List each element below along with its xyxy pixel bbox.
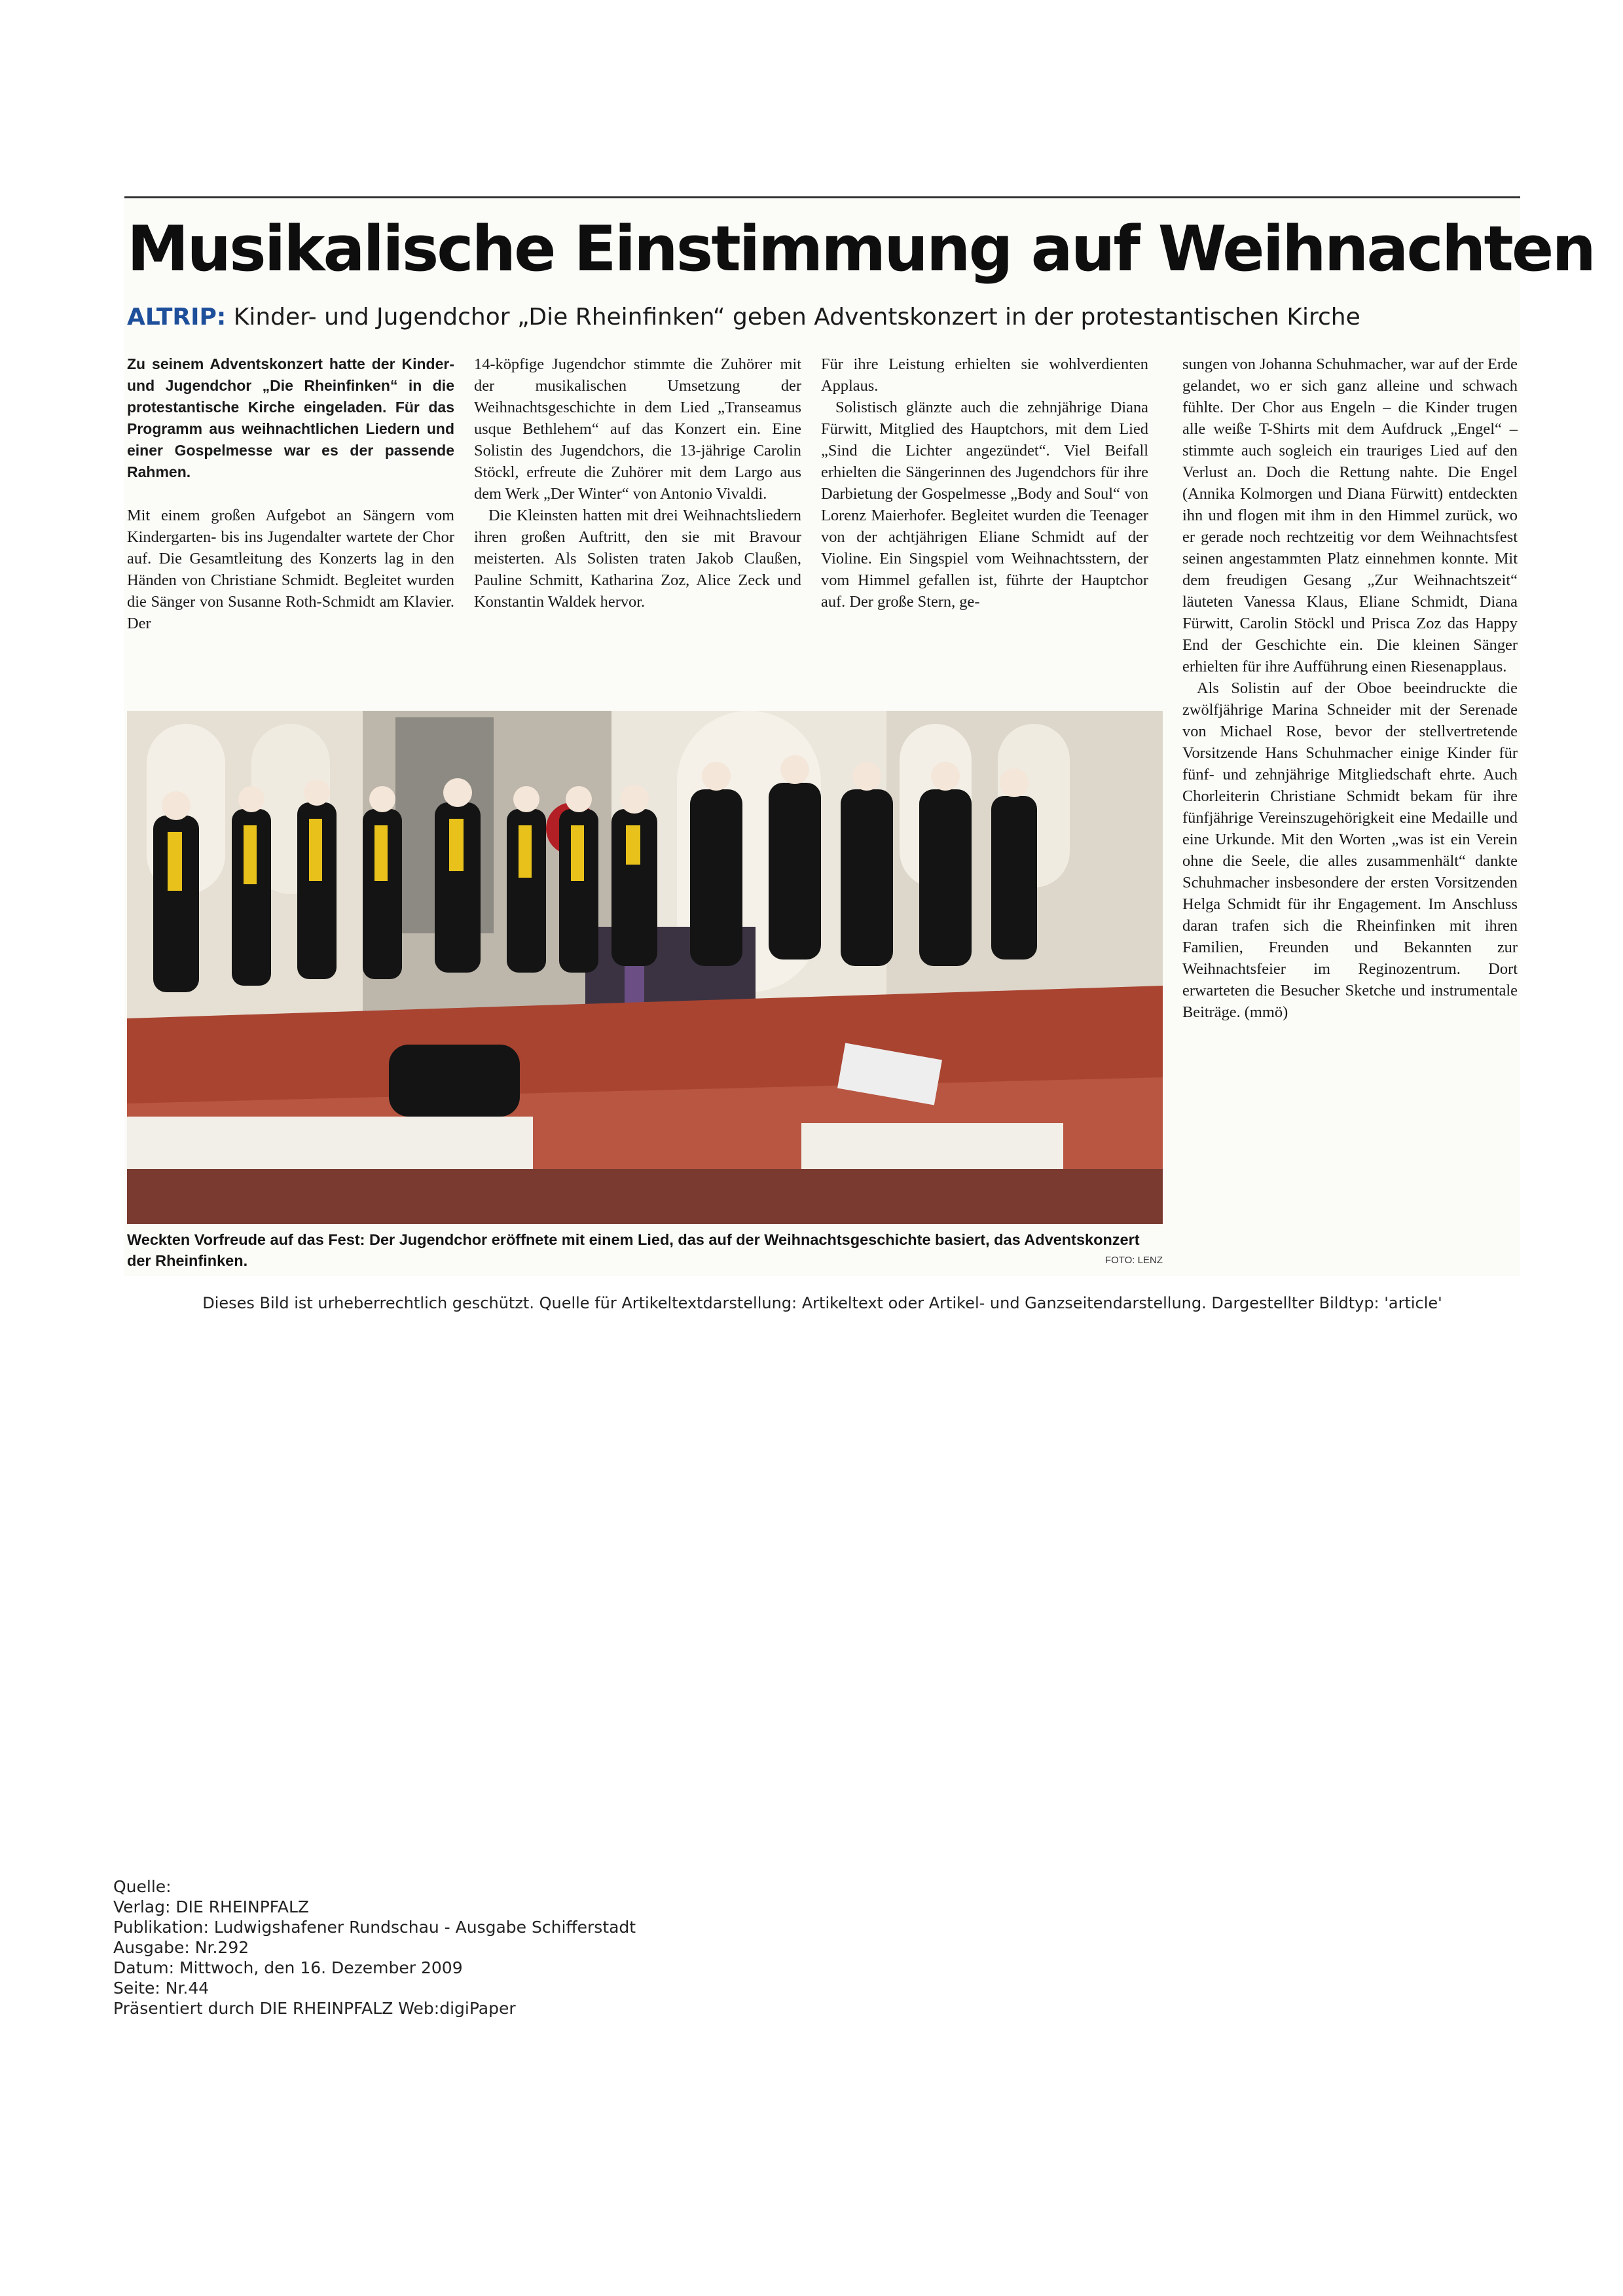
paragraph: 14-köpfige Jugendchor stimmte die Zuhörer mit der musikalischen Umsetzung der Weihnachtsgeschichte in dem Lied „Transeamus usque Bethlehem“ auf das Konzert ein. Eine Solistin des Jugendchors, die 13-jährige Carolin Stöckl, erfreute die Zuhörer mit dem Largo aus dem Werk „Der Winter“ von Antonio Vivaldi. — [474, 355, 801, 503]
source-issue: Ausgabe: Nr.292 — [113, 1938, 249, 1957]
copyright-notice: Dieses Bild ist urheberrechtlich geschützt. Quelle für Artikeltextdarstellung: Artikeltext oder Artikel- und Ganzseitendarstellung. Dargestellter Bildtyp: 'article' — [202, 1294, 1442, 1312]
source-block — [113, 1876, 964, 2018]
paragraph: Als Solistin auf der Oboe beeindruckte die zwölfjährige Marina Schneider mit der Serenade von Michael Rose, bevor der stellvertretende Vorsitzende Hans Schuhmacher einige Kinder für fünf- und zehnjährige Mitgliedschaft ehrte. Auch Chorleiterin Christiane Schmidt bekam für ihre fünfjährige Vereinszugehörigkeit eine Medaille und eine Urkunde. Mit den Worten „was ist ein Verein ohne die Seele, die alles zusammenhält“ dankte Schuhmacher insbesondere der ersten Vorsitzenden Helga Schmidt für ihr Engagement. Im Anschluss daran trafen sich die Rheinfinken mit ihren Familien, Freunden und Bekannten zur Weihnachtsfeier im Reginozentrum. Dort erwarteten die Besucher Sketche und instrumentale Beiträge. (mmö) — [1182, 679, 1518, 1021]
article-clipping — [124, 196, 1594, 1276]
headline: Musikalische Einstimmung auf Weihnachten — [127, 213, 1594, 285]
paragraph: Mit einem großen Aufgebot an Sängern vom Kindergarten- bis ins Jugendalter wartete der Chor auf. Die Gesamtleitung des Konzerts lag in den Händen von Christiane Schmidt. Begleitet wurden die Sänger von Susanne Roth-Schmidt am Klavier. Der — [127, 507, 454, 632]
subheadline-text: Kinder- und Jugendchor „Die Rheinfinken“ geben Adventskonzert in der protestantischen Kirche — [233, 304, 1360, 331]
source-publication: Publikation: Ludwigshafener Rundschau - Ausgabe Schifferstadt — [113, 1918, 636, 1937]
article-column-1 — [127, 353, 454, 681]
article-lead: Zu seinem Adventskonzert hatte der Kinder- und Jugendchor „Die Rheinfinken“ in die protestantische Kirche eingeladen. Für das Programm aus weihnachtlichen Liedern und einer Gospelmesse war es der passende Rahmen. — [127, 355, 454, 480]
subheadline — [127, 301, 1518, 334]
caption-text: Weckten Vorfreude auf das Fest: Der Jugendchor eröffnete mit einem Lied, das auf der Weihnachtsgeschichte basiert, das Adventskonzert der Rheinfinken. — [127, 1231, 1140, 1269]
dateline-place: ALTRIP: — [127, 304, 227, 331]
article-column-4 — [1182, 353, 1518, 1270]
paragraph: Für ihre Leistung erhielten sie wohlverdienten Applaus. — [821, 355, 1148, 395]
photo-credit: FOTO: LENZ — [1104, 1255, 1163, 1266]
paragraph: Solistisch glänzte auch die zehnjährige Diana Fürwitt, Mitglied des Hauptchors, mit dem Lied „Sind die Lichter angezündet“. Viel Beifall erhielten die Sängerinnen des Jugendchors für ihre Darbietung der Gospelmesse „Body and Soul“ von Lorenz Maierhofer. Begleitet wurden die Teenager von der achtjährigen Eliane Schmidt auf der Violine. Ein Singspiel vom Weihnachtsstern, der vom Himmel gefallen ist, führte der Hauptchor auf. Der große Stern, ge- — [821, 399, 1148, 611]
choir-photo — [127, 711, 1163, 1224]
source-publisher: Verlag: DIE RHEINPFALZ — [113, 1897, 310, 1916]
source-date: Datum: Mittwoch, den 16. Dezember 2009 — [113, 1958, 463, 1977]
photo-caption — [127, 1229, 1163, 1271]
paragraph: Die Kleinsten hatten mit drei Weihnachtsliedern ihren großen Auftritt, den sie mit Bravour meisterten. Als Solisten traten Jakob Claußen, Pauline Schmitt, Katharina Zoz, Alice Zeck und Konstantin Waldek hervor. — [474, 507, 801, 611]
article-column-3 — [821, 353, 1148, 681]
source-page: Seite: Nr.44 — [113, 1979, 210, 1998]
choir-photo-illustration — [127, 711, 1163, 1224]
paragraph: sungen von Johanna Schuhmacher, war auf der Erde gelandet, wo er sich ganz alleine und schwach fühlte. Der Chor aus Engeln – die Kinder trugen alle weiße T-Shirts mit dem Aufdruck „Engel“ – stimmte auch sogleich ein trauriges Lied auf den Verlust an. Doch die Rettung nahte. Die Engel (Annika Kolmorgen und Diana Fürwitt) entdeckten ihn und flogen mit ihm in den Himmel zurück, wo er gerade noch rechtzeitig vor dem Weihnachtsfest seinen angestammten Platz einnehmen konnte. Mit dem freudigen Gesang „Zur Weihnachtszeit“ läuteten Vanessa Klaus, Eliane Schmidt, Diana Fürwitt, Carolin Stöckl und Prisca Zoz das Happy End der Geschichte ein. Die kleinen Sänger erhielten für ihre Aufführung einen Riesenapplaus. — [1182, 355, 1518, 675]
source-heading: Quelle: — [113, 1877, 172, 1896]
top-rule — [124, 196, 1520, 198]
source-presented: Präsentiert durch DIE RHEINPFALZ Web:digiPaper — [113, 1999, 516, 2018]
article-column-2 — [474, 353, 801, 681]
